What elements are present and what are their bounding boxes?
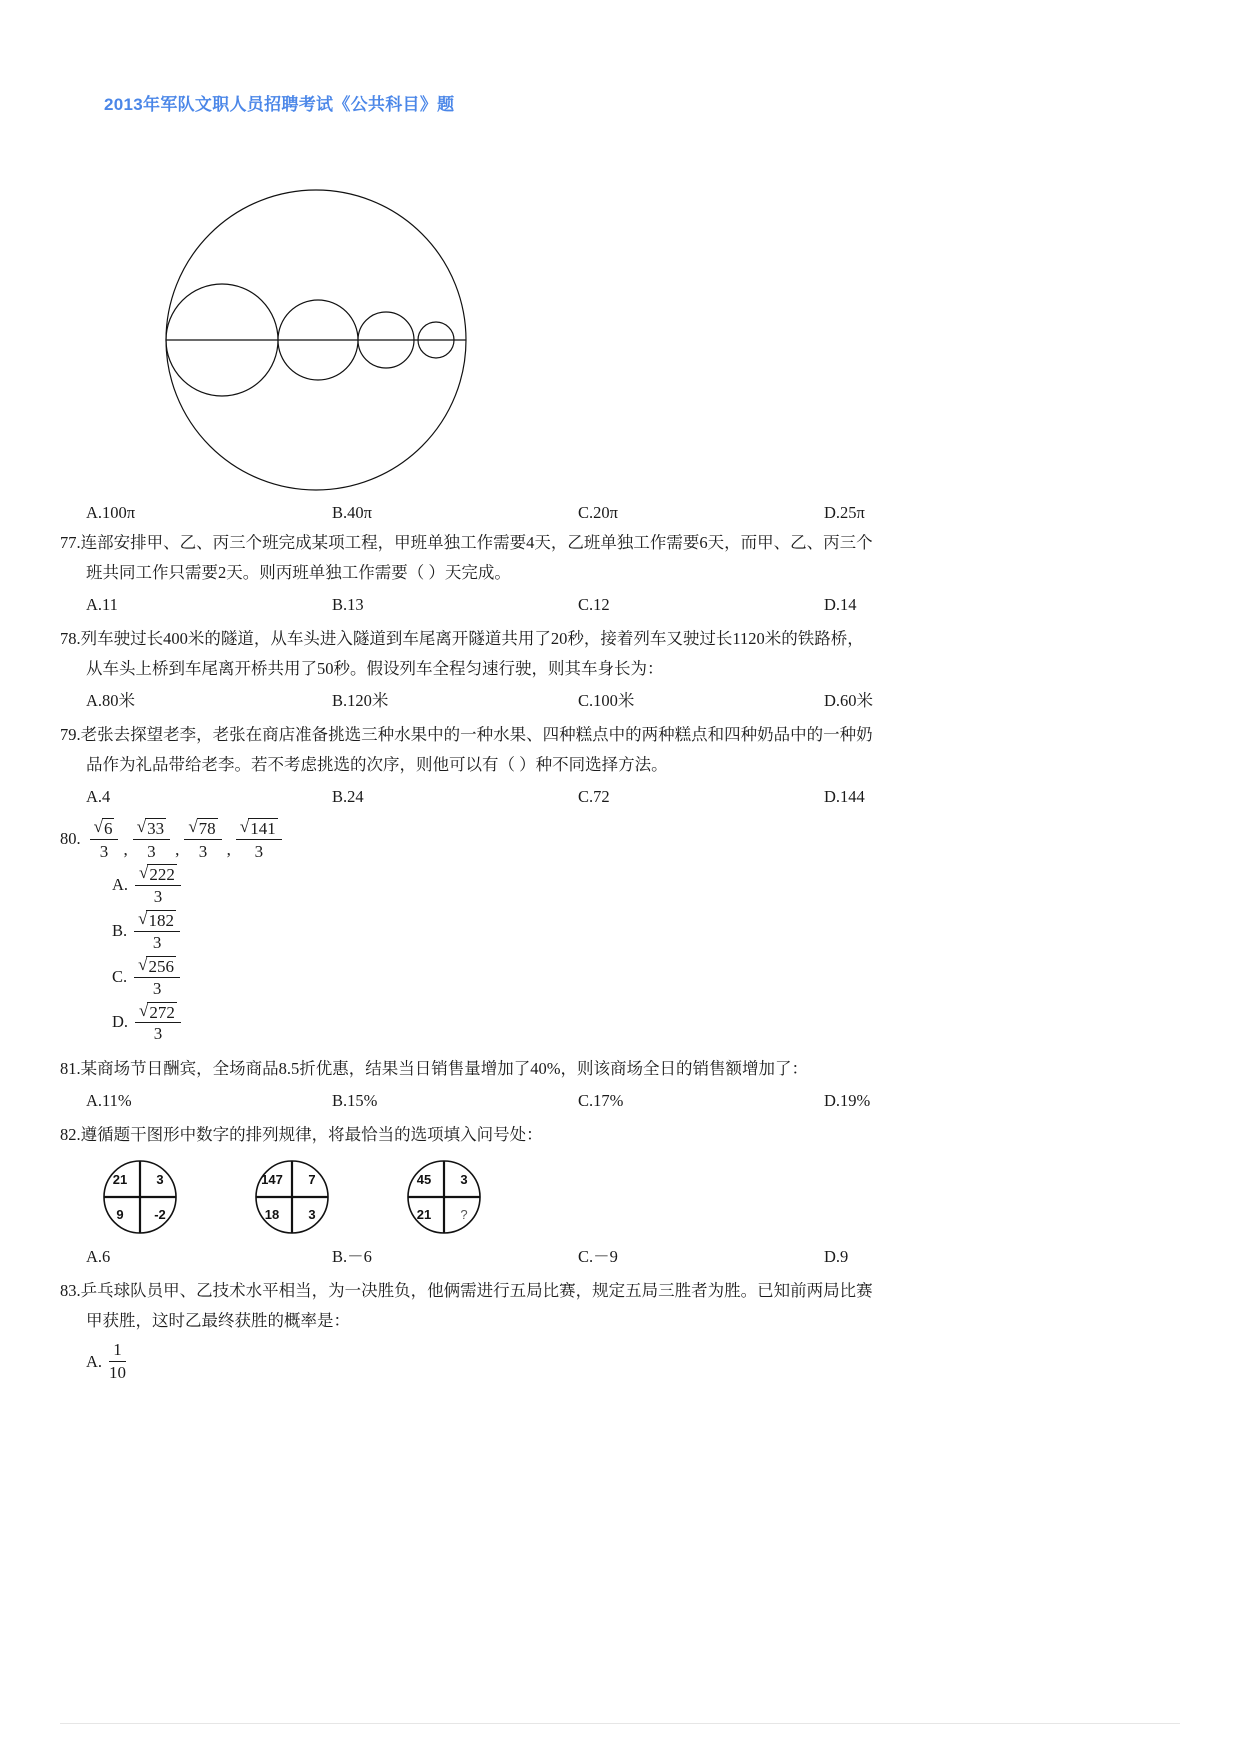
q80-option-c-label: C.: [112, 966, 128, 986]
q81-options: [60, 1086, 1180, 1116]
question-83: [60, 1276, 1180, 1383]
q80-term-2-numerator: [133, 816, 170, 840]
q80-term-1: [87, 816, 122, 863]
nested-circles-svg: [86, 184, 506, 496]
q79-option-a[interactable]: A.4: [86, 787, 111, 806]
question-78: [60, 624, 1180, 716]
q78-options: [60, 686, 1180, 716]
q83-option-a-value: [106, 1340, 129, 1383]
sqrt-icon: √ 6: [93, 817, 113, 838]
sqrt-icon: √ 78: [188, 817, 216, 838]
q79-option-b[interactable]: B.24: [332, 787, 364, 806]
q78-line-2: 从车头上桥到车尾离开桥共用了50秒。假设列车全程匀速行驶，则其车身长为：: [86, 659, 664, 678]
q81-option-b[interactable]: B.15%: [332, 1091, 378, 1111]
q76-option-d[interactable]: D.25π: [824, 503, 865, 522]
q80-option-c-value: [131, 955, 183, 999]
q78-option-b[interactable]: B.120米: [332, 691, 389, 710]
q82-line-1: 82.遵循题干图形中数字的排列规律，将最恰当的选项填入问号处：: [60, 1125, 543, 1145]
q77-option-c[interactable]: C.12: [578, 595, 610, 614]
q82-c1-bottom-right: -2: [154, 1207, 166, 1223]
q77-line-1: 77.连部安排甲、乙、丙三个班完成某项工程，甲班单独工作需要4天，乙班单独工作需要6天，而甲、乙、丙三个: [60, 533, 873, 552]
q79-options: [60, 782, 1180, 812]
q80-option-a-value: [132, 863, 184, 907]
q80-option-d-label: D.: [112, 1012, 129, 1032]
q80-term-3-numerator: [184, 816, 221, 840]
sqrt-icon: √ 272: [139, 1000, 175, 1022]
question-82: [60, 1120, 1180, 1272]
q80-option-d-denominator: 3: [153, 1024, 163, 1044]
q82-c3-bottom-right-question-mark: ?: [460, 1207, 468, 1223]
q79-option-c[interactable]: C.72: [578, 787, 610, 806]
q80-term-2-denominator: 3: [147, 842, 156, 861]
q80-option-c-radicand: 256: [148, 956, 174, 976]
page-bottom-rule: [60, 1723, 1180, 1724]
q83-option-a-label: A.: [86, 1351, 103, 1371]
q80-option-b[interactable]: [112, 909, 1180, 953]
q79-option-d[interactable]: D.144: [824, 787, 865, 806]
q76-option-b[interactable]: B.40π: [332, 503, 372, 522]
q83-line-2: 甲获胜，这时乙最终获胜的概率是：: [86, 1311, 350, 1331]
q80-separator-2: ,: [175, 840, 180, 859]
q80-term-3-denominator: 3: [198, 842, 208, 861]
q80-option-a[interactable]: [112, 863, 1180, 907]
q79-line-1: 79.老张去探望老李，老张在商店准备挑选三种水果中的一种水果、四种糕点中的两种糕点和四种奶品中的一种奶: [60, 725, 873, 744]
q80-option-c-denominator: 3: [152, 978, 162, 998]
q80-term-1-numerator: [90, 816, 119, 840]
q77-line-2: 班共同工作只需要2天。则丙班单独工作需要（ ）天完成。: [86, 563, 511, 582]
q82-c3-top-left: 45: [416, 1172, 432, 1188]
q82-option-a[interactable]: A.6: [86, 1247, 111, 1267]
q83-option-a-denominator: 10: [109, 1363, 127, 1383]
q78-line-1: 78.列车驶过长400米的隧道，从车头进入隧道到车尾离开隧道共用了20秒，接着列车又驶过长1120米的铁路桥，: [60, 629, 864, 648]
q80-option-d-value: [132, 1001, 184, 1045]
q82-c1-top-left: 21: [112, 1172, 128, 1188]
quartered-circle-2: [238, 1158, 346, 1236]
q81-option-a[interactable]: A.11%: [86, 1091, 132, 1111]
q80-options: [60, 863, 1180, 1044]
q80-term-3-radicand: 78: [198, 819, 216, 838]
q82-c2-bottom-right: 3: [308, 1207, 316, 1223]
q82-c1-top-right: 3: [156, 1172, 164, 1188]
question-77: [60, 528, 1180, 620]
q81-option-d[interactable]: D.19%: [824, 1091, 871, 1111]
q80-term-1-radicand: 6: [103, 819, 113, 838]
sqrt-icon: √ 33: [136, 817, 165, 838]
sqrt-icon: √ 141: [239, 817, 276, 838]
q83-option-a[interactable]: [60, 1340, 1180, 1383]
q80-number: 80.: [60, 829, 81, 848]
q80-term-4-denominator: 3: [254, 842, 264, 861]
question-80: [60, 816, 1180, 1044]
q81-option-c[interactable]: C.17%: [578, 1091, 624, 1111]
q82-c2-bottom-left: 18: [264, 1207, 280, 1223]
q82-c3-top-right: 3: [460, 1172, 468, 1188]
q82-c2-top-left: 147: [261, 1172, 283, 1188]
q82-figure-row: [60, 1158, 1180, 1236]
q83-line-1: 83.乒乓球队员甲、乙技术水平相当，为一决胜负，他俩需进行五局比赛，规定五局三胜者为胜。已知前两局比赛: [60, 1281, 873, 1301]
q82-c2-top-right: 7: [308, 1172, 316, 1188]
q80-term-3: [181, 816, 224, 863]
q78-option-a[interactable]: A.80米: [86, 691, 136, 710]
q80-option-b-radicand: 182: [148, 910, 174, 930]
q82-options: [60, 1242, 1180, 1272]
q79-line-2: 品作为礼品带给老李。若不考虑挑选的次序，则他可以有（ ）种不同选择方法。: [86, 755, 668, 774]
q80-term-4: [233, 816, 285, 863]
sqrt-icon: √ 182: [138, 908, 174, 930]
q76-option-c[interactable]: C.20π: [578, 503, 618, 522]
q80-term-4-radicand: 141: [250, 819, 276, 838]
q77-option-d[interactable]: D.14: [824, 595, 857, 614]
q80-term-2: [130, 816, 173, 863]
nested-circles-figure: [60, 184, 1180, 496]
q80-option-d-radicand: 272: [149, 1002, 175, 1022]
q82-option-c[interactable]: C.－9: [578, 1247, 618, 1267]
q80-term-2-radicand: 33: [147, 819, 165, 838]
q80-option-b-value: [131, 909, 183, 953]
q80-option-a-denominator: 3: [153, 886, 163, 906]
q80-option-b-denominator: 3: [152, 932, 162, 952]
q80-term-4-numerator: [236, 816, 282, 840]
q80-option-d[interactable]: [112, 1001, 1180, 1045]
q78-option-d[interactable]: D.60米: [824, 691, 874, 710]
q82-option-d[interactable]: D.9: [824, 1247, 849, 1267]
quartered-circle-3: [390, 1158, 498, 1236]
q80-sequence: [81, 816, 285, 863]
q80-option-a-radicand: 222: [149, 865, 175, 884]
q77-option-a[interactable]: A.11: [86, 595, 118, 614]
q80-sequence-row: [60, 816, 1180, 863]
sqrt-icon: √ 222: [139, 863, 175, 884]
quartered-circle-1: [86, 1158, 194, 1236]
q76-options: [60, 498, 1180, 528]
q76-option-a[interactable]: A.100π: [86, 503, 136, 522]
q78-option-c[interactable]: C.100米: [578, 691, 635, 710]
page-title: 2013年军队文职人员招聘考试《公共科目》题: [104, 95, 455, 114]
q82-option-b[interactable]: B.－6: [332, 1247, 372, 1267]
q80-option-a-label: A.: [112, 874, 129, 894]
q80-option-b-label: B.: [112, 920, 128, 940]
q80-separator-3: ,: [226, 840, 231, 859]
question-81: [60, 1054, 1180, 1116]
q77-option-b[interactable]: B.13: [332, 595, 364, 614]
q82-c1-bottom-left: 9: [116, 1207, 124, 1223]
q77-options: [60, 590, 1180, 620]
q82-c3-bottom-left: 21: [416, 1207, 432, 1223]
question-79: [60, 720, 1180, 812]
q80-separator-1: ,: [123, 840, 128, 859]
q83-option-a-numerator: 1: [109, 1340, 126, 1362]
q81-line-1: 81.某商场节日酬宾，全场商品8.5折优惠，结果当日销售量增加了40%，则该商场全日的销售额增加了：: [60, 1059, 808, 1079]
q80-option-c[interactable]: [112, 955, 1180, 999]
q80-term-1-denominator: 3: [99, 842, 109, 861]
sqrt-icon: √ 256: [138, 954, 174, 976]
document-body: [60, 180, 1180, 1387]
